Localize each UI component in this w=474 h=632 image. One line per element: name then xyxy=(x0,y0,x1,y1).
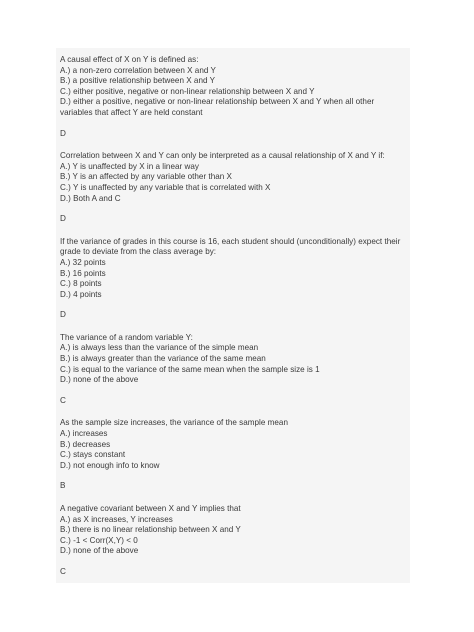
question-2-stem: Correlation between X and Y can only be interpreted as a causal relationship of X and Y if: xyxy=(60,151,385,161)
question-1-option-b: B.) a positive relationship between X and Y xyxy=(60,76,216,86)
question-2-option-b: B.) Y is an affected by any variable other than X xyxy=(60,172,232,182)
question-3-stem-cont: grade to deviate from the class average by: xyxy=(60,247,217,257)
question-6-option-b: B.) there is no linear relationship between X and Y xyxy=(60,525,241,535)
question-6-answer: C xyxy=(60,566,66,576)
question-4-option-a: A.) is always less than the variance of the simple mean xyxy=(60,343,259,353)
question-3-option-d: D.) 4 points xyxy=(60,289,102,299)
question-5-option-a: A.) increases xyxy=(60,429,108,439)
question-2 xyxy=(56,151,410,225)
question-5-option-c: C.) stays constant xyxy=(60,450,126,460)
question-1-option-d-cont: variables that affect Y are held constant xyxy=(60,107,203,117)
question-4-option-c: C.) is equal to the variance of the same mean when the sample size is 1 xyxy=(60,364,320,374)
question-5 xyxy=(56,418,410,492)
question-3 xyxy=(56,237,410,321)
question-5-stem: As the sample size increases, the variance of the sample mean xyxy=(60,418,288,428)
question-1-stem: A causal effect of X on Y is defined as: xyxy=(60,55,199,64)
question-3-answer: D xyxy=(60,310,66,320)
question-6-option-c: C.) -1 < Corr(X,Y) < 0 xyxy=(60,535,138,545)
question-6 xyxy=(56,504,410,578)
question-3-option-b: B.) 16 points xyxy=(60,268,106,278)
question-1-option-d: D.) either a positive, negative or non-linear relationship between X and Y when all other xyxy=(60,97,375,107)
question-3-stem: If the variance of grades in this course is 16, each student should (unconditionally) expect their xyxy=(60,236,401,246)
question-6-option-d: D.) none of the above xyxy=(60,546,139,556)
question-6-stem: A negative covariant between X and Y implies that xyxy=(60,504,241,513)
question-1 xyxy=(56,55,410,139)
question-2-option-c: C.) Y is unaffected by any variable that is correlated with X xyxy=(60,182,271,192)
quiz-content xyxy=(56,48,410,583)
question-3-option-a: A.) 32 points xyxy=(60,257,106,267)
question-2-answer: D xyxy=(60,214,66,224)
question-3-option-c: C.) 8 points xyxy=(60,279,102,289)
question-5-answer: B xyxy=(60,481,66,491)
question-4-answer: C xyxy=(60,395,66,405)
question-4 xyxy=(56,333,410,407)
question-2-option-a: A.) Y is unaffected by X in a linear way xyxy=(60,161,199,171)
question-4-option-d: D.) none of the above xyxy=(60,375,139,385)
question-4-stem: The variance of a random variable Y: xyxy=(60,332,193,342)
question-1-answer: D xyxy=(60,128,66,138)
question-4-option-b: B.) is always greater than the variance of the same mean xyxy=(60,354,266,364)
question-2-option-d: D.) Both A and C xyxy=(60,193,121,203)
question-1-option-c: C.) either positive, negative or non-linear relationship between X and Y xyxy=(60,86,315,96)
question-1-option-a: A.) a non-zero correlation between X and Y xyxy=(60,65,216,75)
question-5-option-b: B.) decreases xyxy=(60,439,111,449)
question-6-option-a: A.) as X increases, Y increases xyxy=(60,514,173,524)
question-5-option-d: D.) not enough info to know xyxy=(60,460,160,470)
